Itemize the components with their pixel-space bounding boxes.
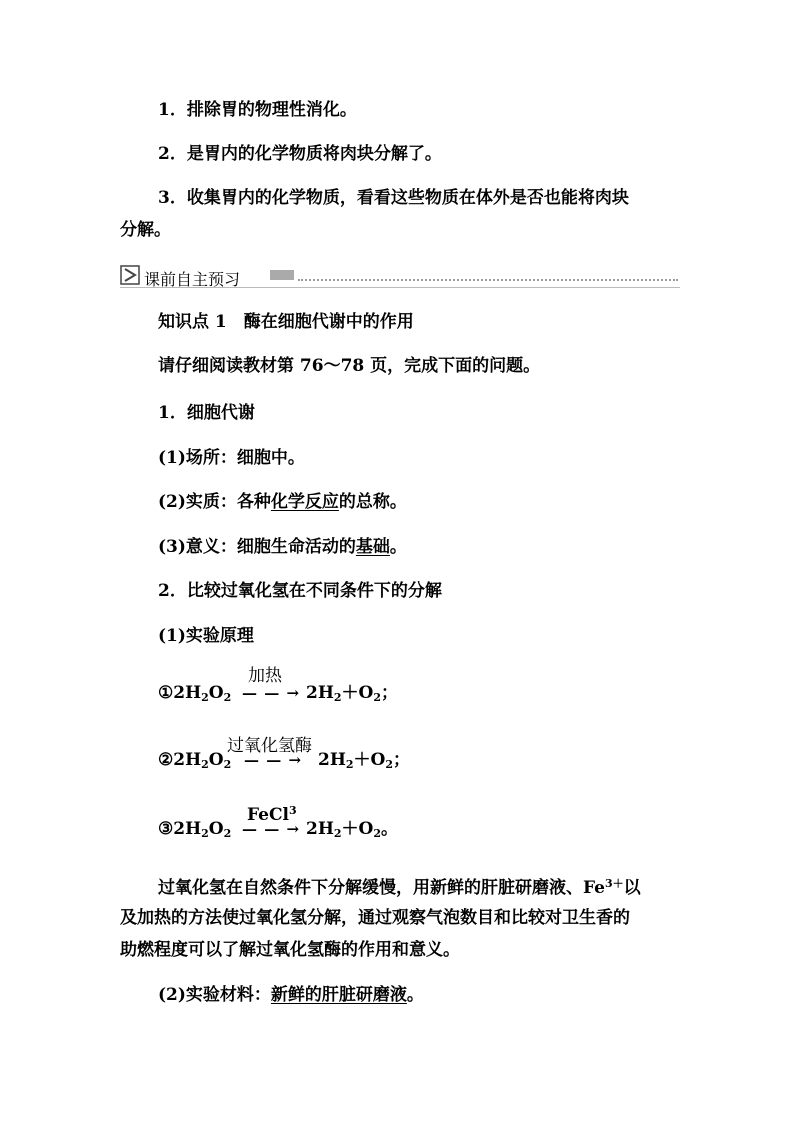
- item-significance: (3)意义：细胞生命活动的基础。: [158, 537, 407, 557]
- reaction-arrow: — — →: [242, 684, 301, 702]
- instruction: 请仔细阅读教材第 76～78 页，完成下面的问题。: [158, 356, 541, 376]
- intro-line-2: 2．是胃内的化学物质将肉块分解了。: [158, 144, 442, 164]
- section-bar: [270, 270, 294, 280]
- section-banner: [120, 263, 680, 289]
- item-location: (1)场所：细胞中。: [158, 448, 305, 468]
- section-dotted-rule: [298, 279, 678, 281]
- explain-line-1: 过氧化氢在自然条件下分解缓慢，用新鲜的肝脏研磨液、$Fe^{3+}$以: [158, 877, 641, 898]
- reaction-arrow: — — →: [244, 751, 303, 769]
- heading-cell-metabolism: 1．细胞代谢: [158, 403, 255, 423]
- heading-principle: (1)实验原理: [158, 626, 254, 646]
- condition-heat: 加热: [248, 666, 282, 686]
- explain-line-3: 助燃程度可以了解过氧化氢酶的作用和意义。: [120, 940, 460, 960]
- condition-catalase: 过氧化氢酶: [227, 736, 312, 756]
- section-title: 课前自主预习: [144, 270, 241, 289]
- intro-line-3-cont: 分解。: [120, 220, 171, 240]
- condition-fecl3: FeCl$^3$: [247, 804, 297, 825]
- heading-h2o2-decomposition: 2．比较过氧化氢在不同条件下的分解: [158, 581, 442, 601]
- answer-chemical-reaction: 化学反应: [270, 492, 339, 512]
- intro-line-3: 3．收集胃内的化学物质，看看这些物质在体外是否也能将肉块: [158, 188, 629, 208]
- intro-line-1: 1．排除胃的物理性消化。: [158, 100, 357, 120]
- answer-liver-extract: 新鲜的肝脏研磨液: [270, 985, 407, 1005]
- arrow-right-icon: [120, 265, 140, 285]
- item-material: (2)实验材料：新鲜的肝脏研磨液。: [158, 985, 424, 1005]
- knowledge-point-title: 知识点 1 酶在细胞代谢中的作用: [158, 312, 414, 332]
- section-underline: [120, 287, 680, 288]
- answer-basis: 基础: [355, 537, 390, 557]
- explain-line-2: 及加热的方法使过氧化氢分解，通过观察气泡数目和比较对卫生香的: [120, 908, 630, 928]
- document-page: 1．排除胃的物理性消化。 2．是胃内的化学物质将肉块分解了。 3．收集胃内的化学物质，看看这些物质在体外是否也能将肉块 分解。 课前自主预习 知识点 1 酶在细胞代谢中的作用 请仔细阅读教材第 76～78 页，完成下面的问题。 1．细胞代谢 (1)场所：细胞中。 (2)实质：各种化学反应的总称。 (3)意义：细胞生命活动的基础。 2．比较过氧化氢在不同条件下的分解 (1)实验原理 $①2H_2O_2$ 加热 — — → $2H_2+O_2$； $②2H_2O_2$ 过氧化氢酶 — — → $2H_2+O_2$； $③2H_2O_2$ FeCl$^3$ — — → $2H_2+O_2$。 过氧化氢在自然条件下分解缓慢，用新鲜的肝脏研磨液、$Fe^{3+}$以 及加热的方法使过氧化氢分解，通过观察气泡数目和比较对卫生香的 助燃程度可以了解过氧化氢酶的作用和意义。 (2)实验材料：新鲜的肝脏研磨液。: [0, 0, 794, 1123]
- item-essence: (2)实质：各种化学反应的总称。: [158, 492, 407, 512]
- reaction-arrow: — — →: [242, 820, 301, 838]
